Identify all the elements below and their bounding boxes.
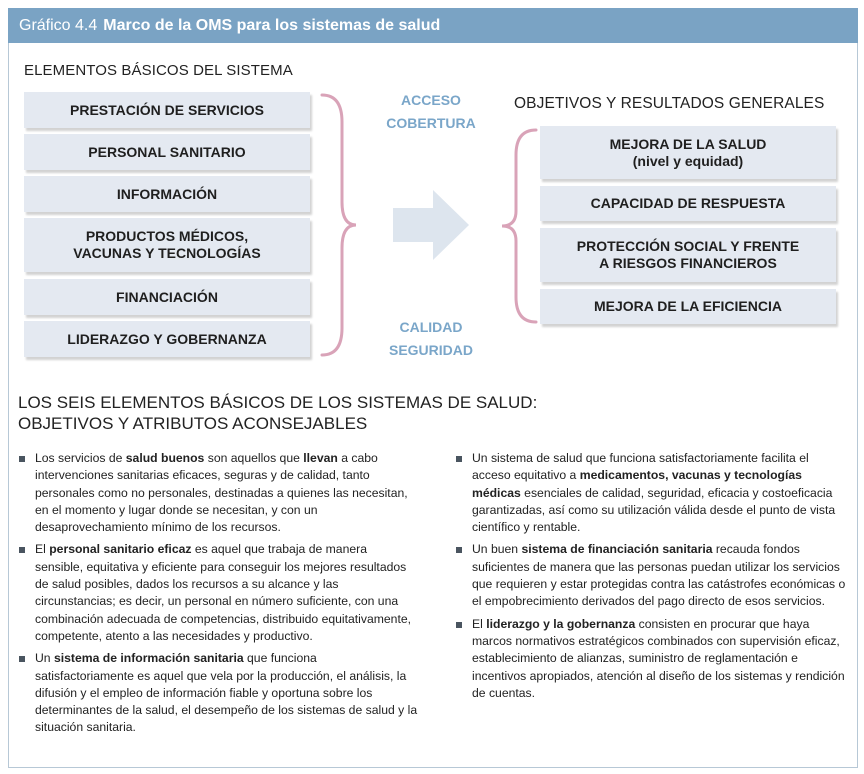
bullet-text: Los servicios de	[35, 451, 126, 465]
right-bullet-list	[455, 450, 850, 702]
left-bullet-item	[18, 650, 418, 736]
figure-title: Marco de la OMS para los sistemas de salud	[103, 16, 441, 34]
element-box-medical-products: PRODUCTOS MÉDICOS, VACUNAS Y TECNOLOGÍAS	[24, 218, 310, 272]
bullet-bold-text: llevan	[303, 451, 338, 465]
bullet-bold-text: medicamentos, vacunas y tecnologías médicas	[472, 468, 802, 500]
element-box-service-delivery: PRESTACIÓN DE SERVICIOS	[24, 92, 310, 128]
bullet-text: El	[472, 616, 487, 631]
bullet-text: Un buen	[472, 542, 522, 557]
bullet-bold-text: liderazgo y la gobernanza	[486, 616, 636, 631]
left-bullet-item	[18, 541, 418, 645]
bullet-text: a cabo intervenciones sanitarias eficaces, seguras y de calidad, tanto personales como no personales, destinadas a quienes las necesitan, en el momento y lugar donde se necesitan, y con un desaprovechamiento mínimo de los recursos.	[35, 451, 408, 535]
bullet-bold-text: salud buenos	[125, 451, 205, 465]
quality-label: CALIDAD	[399, 319, 463, 335]
bullet-text: es aquel que trabaja de manera sensible, equitativa y eficiente para conseguir los mejores resultados de salud posibles, dados los recursos a su alcance y las circunstancias; es decir, un personal en número suficiente, con una combinación adecuada de competencias, distribuido equitativamente, competente, atento a las necesidades y productivo.	[35, 542, 412, 643]
left-bullet-column	[18, 450, 418, 742]
left-bullet-list	[18, 450, 418, 737]
figure-number: Gráfico 4.4	[19, 16, 98, 34]
access-label: ACCESO	[401, 92, 461, 108]
square-bullet-icon	[19, 656, 25, 662]
element-box-leadership: LIDERAZGO Y GOBERNANZA	[24, 321, 310, 357]
bullet-text: que funciona satisfactoriamente es aquel que vela por la producción, el análisis, la difusión y el empleo de información fiable y oportuna sobre los determinantes de la salud, el desempeño de los sistemas de salud y la situación sanitaria.	[35, 651, 418, 735]
square-bullet-icon	[19, 456, 25, 462]
goal-box-efficiency: MEJORA DE LA EFICIENCIA	[540, 289, 836, 324]
bullet-text: consisten en procurar que haya marcos normativos estratégicos combinados con supervisión eficaz, establecimiento de alianzas, suministro de reglamentación e incentivos apropiados, atención al diseño de los sistemas y rendición de cuentas.	[472, 616, 845, 700]
lower-title-line-2: OBJETIVOS Y ATRIBUTOS ACONSEJABLES	[18, 414, 368, 433]
right-bullet-item	[455, 616, 850, 702]
right-curly-brace	[496, 127, 540, 325]
bullet-text: recauda fondos suficientes de manera que las personas puedan utilizar los servicios que requieren y estar protegidas contra las catástrofes económicas o el empobrecimiento derivados del pago directo de esos servicios.	[472, 542, 846, 609]
element-box-information: INFORMACIÓN	[24, 176, 310, 212]
goal-box-improved-health: MEJORA DE LA SALUD (nivel y equidad)	[540, 126, 836, 179]
element-box-financing: FINANCIACIÓN	[24, 279, 310, 315]
right-section-title: OBJETIVOS Y RESULTADOS GENERALES	[514, 95, 825, 112]
coverage-label: COBERTURA	[386, 115, 476, 131]
bullet-bold-text: sistema de información sanitaria	[53, 651, 244, 666]
goal-box-responsiveness: CAPACIDAD DE RESPUESTA	[540, 186, 836, 221]
bullet-bold-text: sistema de financiación sanitaria	[521, 542, 713, 557]
access-coverage-label	[370, 89, 492, 135]
lower-title-line-1: LOS SEIS ELEMENTOS BÁSICOS DE LOS SISTEMAS DE SALUD:	[18, 393, 538, 412]
square-bullet-icon	[456, 547, 462, 553]
element-box-health-workforce: PERSONAL SANITARIO	[24, 134, 310, 170]
bullet-text: El	[35, 542, 50, 557]
quality-safety-label	[370, 316, 492, 362]
bullet-text: Un	[35, 651, 54, 666]
bullet-bold-text: personal sanitario eficaz	[49, 542, 192, 557]
square-bullet-icon	[456, 456, 462, 462]
bullet-text: esenciales de calidad, seguridad, eficacia y costoeficacia garantizadas, así como su utilización válida desde el punto de vista científico y rentable.	[472, 485, 836, 535]
square-bullet-icon	[19, 547, 25, 553]
square-bullet-icon	[456, 622, 462, 628]
left-bullet-item	[18, 450, 418, 536]
bullet-text: Un sistema de salud que funciona satisfactoriamente facilita el acceso equitativo a	[472, 451, 809, 483]
right-bullet-item	[455, 541, 850, 610]
left-curly-brace	[318, 92, 362, 358]
bullet-text: son aquellos que	[204, 451, 304, 465]
goal-box-social-financial-protection: PROTECCIÓN SOCIAL Y FRENTE A RIESGOS FINANCIEROS	[540, 228, 836, 282]
right-bullet-column	[455, 450, 850, 707]
right-bullet-item	[455, 450, 850, 536]
safety-label: SEGURIDAD	[388, 342, 473, 358]
left-section-title: ELEMENTOS BÁSICOS DEL SISTEMA	[24, 62, 293, 79]
figure-header	[8, 8, 858, 43]
lower-section-title	[18, 392, 537, 434]
arrow-right-icon	[393, 190, 469, 260]
